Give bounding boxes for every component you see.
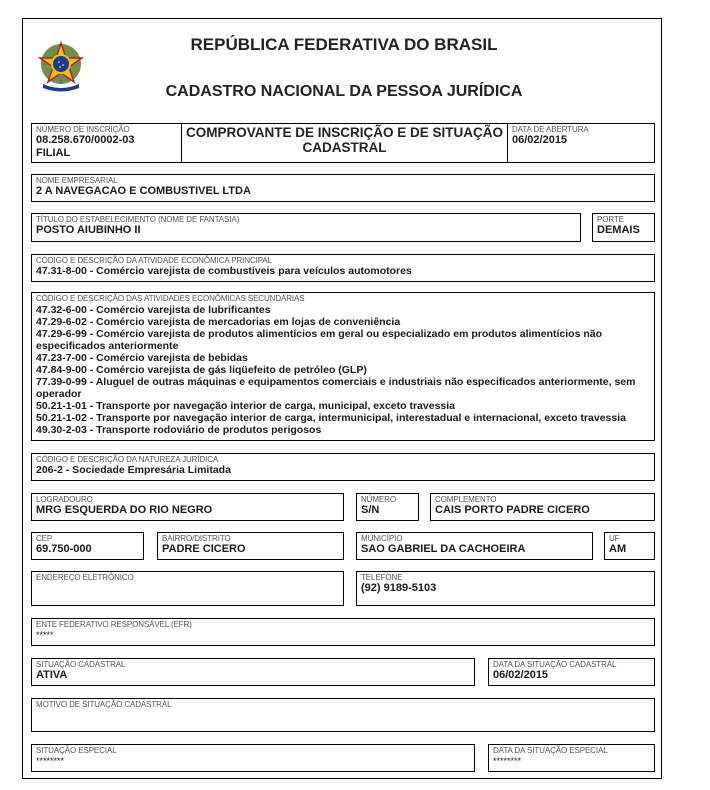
data-situacao-especial-box — [488, 744, 655, 772]
municipio-label: MUNICÍPIO — [361, 534, 403, 543]
situacao-cadastral-box — [31, 658, 475, 686]
logradouro-label: LOGRADOURO — [36, 495, 93, 504]
abertura-label: DATA DE ABERTURA — [512, 125, 589, 134]
atividade-principal-label: CÓDIGO E DESCRIÇÃO DA ATIVIDADE ECONÔMICA PRINCIPAL — [36, 256, 272, 265]
data-situacao-cadastral-box — [488, 658, 655, 686]
list-item: 47.29-6-99 - Comércio varejista de produtos alimentícios em geral ou especializado em produtos alimentícios não especificados anteriormente — [36, 328, 603, 352]
list-item: 50.21-1-02 - Transporte por navegação interior de carga, intermunicipal, interestadual e internacional, exceto travessia — [36, 412, 626, 424]
logradouro-value: MRG ESQUERDA DO RIO NEGRO — [36, 504, 213, 516]
list-item: 47.23-7-00 - Comércio varejista de bebidas — [36, 352, 248, 364]
situacao-especial-value: ******** — [36, 756, 65, 766]
motivo-situacao-label: MOTIVO DE SITUAÇÃO CADASTRAL — [36, 700, 172, 709]
porte-value: DEMAIS — [597, 224, 640, 236]
atividade-principal-box — [31, 254, 655, 282]
nome-empresarial-value: 2 A NAVEGACAO E COMBUSTIVEL LTDA — [36, 185, 251, 197]
uf-value: AM — [609, 543, 627, 555]
comprovante-title — [182, 124, 507, 162]
list-item: 77.39-0-99 - Aluguel de outras máquinas e equipamentos comerciais e industriais não especificados anteriormente, sem operador — [36, 376, 636, 400]
situacao-cadastral-label: SITUAÇÃO CADASTRAL — [36, 660, 126, 669]
titulo-estabelecimento-box — [31, 213, 581, 242]
nome-empresarial-label: NOME EMPRESARIAL — [36, 176, 118, 185]
efr-box — [31, 618, 655, 646]
abertura-field — [508, 124, 654, 162]
natureza-juridica-box — [31, 453, 655, 481]
abertura-value: 06/02/2015 — [512, 134, 568, 146]
bairro-label: BAIRRO/DISTRITO — [162, 534, 231, 543]
inscricao-value: 08.258.670/0002-03 — [36, 134, 135, 146]
inscricao-box — [31, 123, 655, 163]
email-label: ENDEREÇO ELETRÔNICO — [36, 573, 134, 582]
logradouro-box — [31, 493, 344, 521]
complemento-box — [430, 493, 655, 521]
motivo-situacao-box — [31, 698, 655, 732]
efr-label: ENTE FEDERATIVO RESPONSÁVEL (EFR) — [36, 620, 192, 629]
cep-value: 69.750-000 — [36, 543, 92, 555]
data-situacao-especial-label: DATA DA SITUAÇÃO ESPECIAL — [493, 746, 608, 755]
inscricao-tipo: FILIAL — [36, 147, 71, 159]
complemento-value: CAIS PORTO PADRE CICERO — [435, 504, 590, 516]
list-item: 50.21-1-01 - Transporte por navegação interior de carga, municipal, exceto travessia — [36, 400, 456, 412]
municipio-box — [356, 532, 593, 560]
list-item: 47.32-6-00 - Comércio varejista de lubrificantes — [36, 304, 271, 316]
uf-box — [604, 532, 655, 560]
data-situacao-cadastral-value: 06/02/2015 — [493, 669, 549, 681]
natureza-juridica-value: 206-2 - Sociedade Empresária Limitada — [36, 464, 231, 476]
email-box — [31, 571, 344, 606]
numero-value: S/N — [361, 504, 380, 516]
porte-box — [592, 213, 655, 242]
atividades-secundarias-label: CÓDIGO E DESCRIÇÃO DAS ATIVIDADES ECONÔMICAS SECUNDÁRIAS — [36, 294, 305, 303]
numero-box — [356, 493, 419, 521]
page-subtitle: CADASTRO NACIONAL DA PESSOA JURÍDICA — [165, 83, 523, 100]
numero-label: NÚMERO — [361, 495, 396, 504]
atividades-secundarias-box — [31, 292, 655, 441]
situacao-especial-box — [31, 744, 475, 772]
data-situacao-cadastral-label: DATA DA SITUAÇÃO CADASTRAL — [493, 660, 617, 669]
atividades-secundarias-list — [36, 304, 648, 436]
municipio-value: SAO GABRIEL DA CACHOEIRA — [361, 543, 526, 555]
atividade-principal-value: 47.31-8-00 - Comércio varejista de combustíveis para veículos automotores — [36, 265, 412, 277]
cep-box — [31, 532, 144, 560]
telefone-label: TELEFONE — [361, 573, 403, 582]
telefone-value: (92) 9189-5103 — [361, 582, 437, 594]
uf-label: UF — [609, 534, 620, 543]
inscricao-label: NÚMERO DE INSCRIÇÃO — [36, 125, 130, 134]
situacao-especial-label: SITUAÇÃO ESPECIAL — [36, 746, 117, 755]
titulo-estabelecimento-label: TÍTULO DO ESTABELECIMENTO (NOME DE FANTASIA) — [36, 215, 240, 224]
telefone-box — [356, 571, 655, 606]
natureza-juridica-label: CÓDIGO E DESCRIÇÃO DA NATUREZA JURÍDICA — [36, 455, 219, 464]
bairro-box — [157, 532, 344, 560]
situacao-cadastral-value: ATIVA — [36, 669, 68, 681]
nome-empresarial-box — [31, 174, 655, 202]
list-item: 47.29-6-02 - Comércio varejista de mercadorias em lojas de conveniência — [36, 316, 401, 328]
comprovante-line2: CADASTRAL — [302, 140, 387, 155]
titulo-estabelecimento-value: POSTO AIUBINHO II — [36, 224, 141, 236]
data-situacao-especial-value: ******** — [493, 756, 522, 766]
page-title: REPÚBLICA FEDERATIVA DO BRASIL — [190, 35, 498, 54]
porte-label: PORTE — [597, 215, 624, 224]
efr-value: ***** — [36, 630, 54, 640]
bairro-value: PADRE CICERO — [162, 543, 246, 555]
list-item: 49.30-2-03 - Transporte rodoviário de produtos perigosos — [36, 424, 322, 436]
cep-label: CEP — [36, 534, 53, 543]
complemento-label: COMPLEMENTO — [435, 495, 497, 504]
comprovante-line1: COMPROVANTE DE INSCRIÇÃO E DE SITUAÇÃO — [185, 125, 504, 140]
list-item: 47.84-9-00 - Comércio varejista de gás liqüefeito de petróleo (GLP) — [36, 364, 367, 376]
